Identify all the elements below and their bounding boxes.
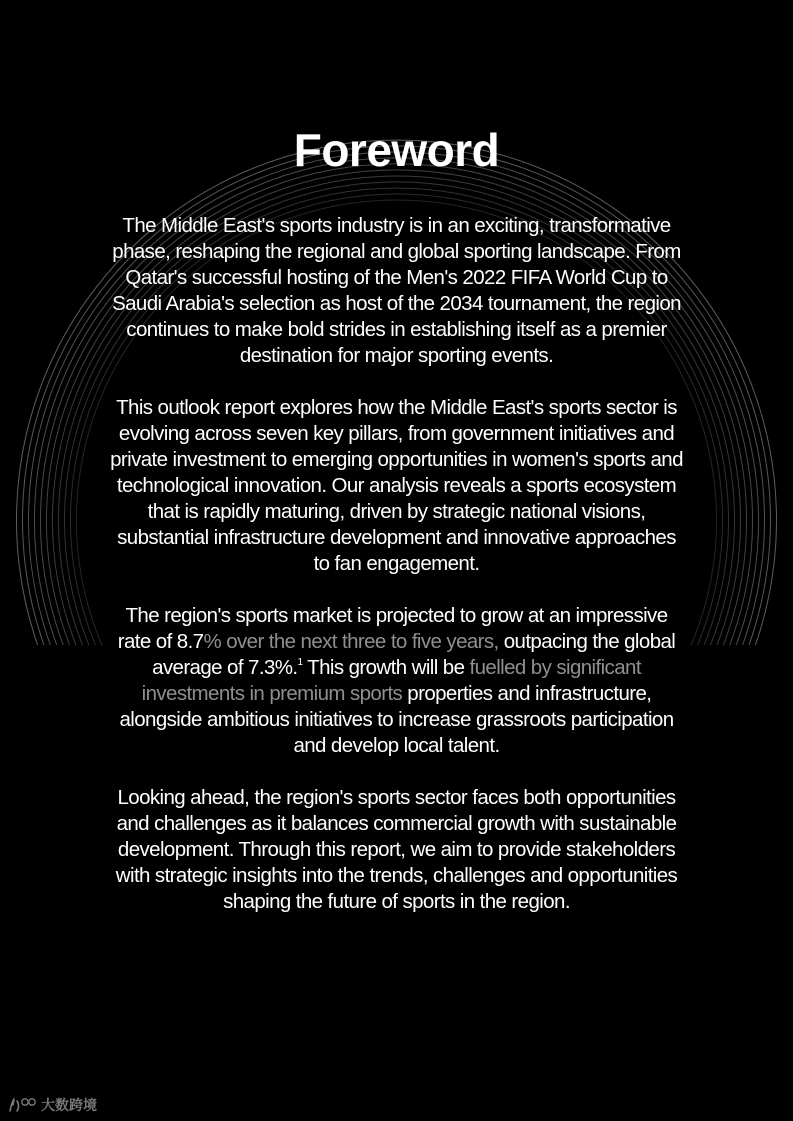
watermark-text: 大数跨境 [41,1098,97,1114]
footnote-marker[interactable]: 1 [297,657,303,668]
paragraph-growth [108,603,685,759]
growth-text-part5: fuelled by significant investments in premium sports [141,656,641,705]
watermark [8,1094,97,1116]
growth-text-part2: % over the next three to five years, [203,630,499,653]
page-title: Foreword [293,124,500,176]
growth-text-part4: This growth will be [302,656,470,679]
paragraph-outlook-ahead: Looking ahead, the region's sports sector faces both opportunities and challenges as it balances commercial growth with sustainable development. Through this report, we aim to provide stakeholders with strategic insights into the trends, challenges and opportunities shaping the future of sports in the region. [115,786,678,913]
growth-text-part6: properties and infrastructure, alongside ambitious initiatives to increase grassroots participation and develop local talent. [119,682,674,757]
foreword-body [108,213,685,941]
bigdata-logo-icon [8,1096,36,1114]
growth-text-part3: outpacing the global average of 7.3%. [152,630,676,679]
growth-text-part1: The region's sports market is projected to grow at an impressive rate of 8.7 [117,604,668,653]
paragraph-intro: The Middle East's sports industry is in an exciting, transformative phase, reshaping the regional and global sporting landscape. From Qatar's successful hosting of the Men's 2022 FIFA World Cup to Saudi Arabia's selection as host of the 2034 tournament, the region continues to make bold strides in establishing itself as a premier destination for major sporting events. [112,214,681,367]
paragraph-outlook: This outlook report explores how the Middle East's sports sector is evolving across seven key pillars, from government initiatives and private investment to emerging opportunities in women's sports and technological innovation. Our analysis reveals a sports ecosystem that is rapidly maturing, driven by strategic national visions, substantial infrastructure development and innovative approaches to fan engagement. [110,396,683,575]
